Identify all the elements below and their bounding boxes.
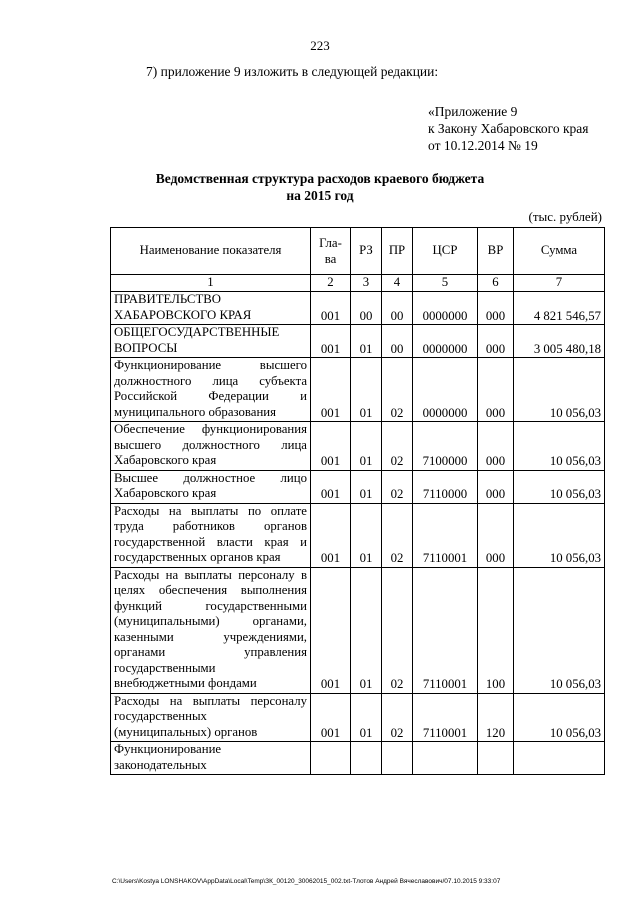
- cell-glava: 001: [311, 422, 351, 471]
- cell-vr: 000: [478, 358, 514, 422]
- cell-pr: 02: [382, 567, 413, 693]
- column-number: 6: [478, 275, 514, 292]
- cell-pr: 02: [382, 693, 413, 742]
- cell-csr: 0000000: [413, 325, 478, 358]
- cell-vr: 000: [478, 325, 514, 358]
- cell-glava: 001: [311, 470, 351, 503]
- column-number: 1: [111, 275, 311, 292]
- column-number: 4: [382, 275, 413, 292]
- cell-csr: 7100000: [413, 422, 478, 471]
- appendix-reference: [428, 103, 589, 154]
- cell-glava: 001: [311, 567, 351, 693]
- table-row: [111, 325, 605, 358]
- cell-rz: 01: [351, 693, 382, 742]
- cell-sum: 10 056,03: [514, 470, 605, 503]
- cell-name: Обеспечение функционирования высшего должностного лица Хабаровского края: [111, 422, 311, 471]
- cell-csr: 0000000: [413, 358, 478, 422]
- cell-pr: 02: [382, 422, 413, 471]
- table-row: [111, 567, 605, 693]
- file-path-footer: C:\Users\Kostya LONSHAKOV\AppData\Local\Temp\ЗК_00120_30062015_002.txt-Тлотов Андрей Вячеславович/07.10.2015 9:33:07: [112, 878, 501, 885]
- cell-csr: 0000000: [413, 292, 478, 325]
- column-number: 5: [413, 275, 478, 292]
- intro-text: 7) приложение 9 изложить в следующей редакции:: [146, 64, 439, 79]
- column-number-row: [111, 275, 605, 292]
- header-pr: ПР: [382, 228, 413, 275]
- header-glava: Гла-ва: [311, 228, 351, 275]
- page-number: 223: [310, 38, 330, 53]
- header-csr: ЦСР: [413, 228, 478, 275]
- table-row: [111, 292, 605, 325]
- cell-csr: [413, 742, 478, 775]
- cell-rz: 01: [351, 422, 382, 471]
- cell-name: Расходы на выплаты персоналу в целях обеспечения выполнения функций государственными (муниципальными) органами, казенными учреждениями, органами управления государственными внебюджетными фондами: [111, 567, 311, 693]
- title-line: Ведомственная структура расходов краевого бюджета: [155, 171, 485, 186]
- cell-name: Функционирование законодательных: [111, 742, 311, 775]
- header-name: Наименование показателя: [111, 228, 311, 275]
- cell-vr: 000: [478, 292, 514, 325]
- column-number: 7: [514, 275, 605, 292]
- cell-vr: 000: [478, 470, 514, 503]
- appendix-line: «Приложение 9: [428, 104, 518, 119]
- cell-sum: [514, 742, 605, 775]
- cell-glava: 001: [311, 292, 351, 325]
- cell-vr: 000: [478, 422, 514, 471]
- table-row: [111, 358, 605, 422]
- cell-pr: [382, 742, 413, 775]
- header-sum: Сумма: [514, 228, 605, 275]
- table-header-row: [111, 228, 605, 275]
- cell-sum: 10 056,03: [514, 503, 605, 567]
- column-number: 2: [311, 275, 351, 292]
- cell-pr: 02: [382, 358, 413, 422]
- cell-csr: 7110001: [413, 567, 478, 693]
- cell-name: Расходы на выплаты персоналу государственных (муниципальных) органов: [111, 693, 311, 742]
- cell-sum: 4 821 546,57: [514, 292, 605, 325]
- cell-rz: 01: [351, 358, 382, 422]
- cell-glava: 001: [311, 325, 351, 358]
- cell-rz: 01: [351, 325, 382, 358]
- units-label: (тыс. рублей): [528, 209, 602, 224]
- header-rz: РЗ: [351, 228, 382, 275]
- cell-csr: 7110001: [413, 503, 478, 567]
- cell-vr: 100: [478, 567, 514, 693]
- appendix-line: от 10.12.2014 № 19: [428, 138, 538, 153]
- cell-sum: 10 056,03: [514, 693, 605, 742]
- column-number: 3: [351, 275, 382, 292]
- cell-csr: 7110000: [413, 470, 478, 503]
- cell-sum: 10 056,03: [514, 422, 605, 471]
- cell-sum: 10 056,03: [514, 567, 605, 693]
- title-line: на 2015 год: [286, 188, 354, 203]
- cell-name: Расходы на выплаты по оплате труда работников органов государственной власти края и государственных органов края: [111, 503, 311, 567]
- header-vr: ВР: [478, 228, 514, 275]
- cell-rz: [351, 742, 382, 775]
- table-row: [111, 742, 605, 775]
- cell-name: Функционирование высшего должностного лица субъекта Российской Федерации и муниципального образования: [111, 358, 311, 422]
- cell-sum: 3 005 480,18: [514, 325, 605, 358]
- cell-pr: 00: [382, 292, 413, 325]
- cell-glava: [311, 742, 351, 775]
- table-row: [111, 470, 605, 503]
- cell-vr: 120: [478, 693, 514, 742]
- table-row: [111, 422, 605, 471]
- cell-glava: 001: [311, 503, 351, 567]
- cell-pr: 02: [382, 470, 413, 503]
- cell-pr: 02: [382, 503, 413, 567]
- cell-glava: 001: [311, 693, 351, 742]
- cell-rz: 01: [351, 503, 382, 567]
- cell-vr: 000: [478, 503, 514, 567]
- cell-rz: 01: [351, 567, 382, 693]
- cell-pr: 00: [382, 325, 413, 358]
- cell-glava: 001: [311, 358, 351, 422]
- cell-name: ОБЩЕГОСУДАРСТВЕННЫЕ ВОПРОСЫ: [111, 325, 311, 358]
- cell-vr: [478, 742, 514, 775]
- cell-sum: 10 056,03: [514, 358, 605, 422]
- cell-rz: 00: [351, 292, 382, 325]
- table-row: [111, 693, 605, 742]
- cell-rz: 01: [351, 470, 382, 503]
- cell-name: ПРАВИТЕЛЬСТВО ХАБАРОВСКОГО КРАЯ: [111, 292, 311, 325]
- table-row: [111, 503, 605, 567]
- budget-table: [110, 227, 605, 775]
- cell-name: Высшее должностное лицо Хабаровского края: [111, 470, 311, 503]
- document-title: [0, 170, 640, 204]
- appendix-line: к Закону Хабаровского края: [428, 121, 589, 136]
- cell-csr: 7110001: [413, 693, 478, 742]
